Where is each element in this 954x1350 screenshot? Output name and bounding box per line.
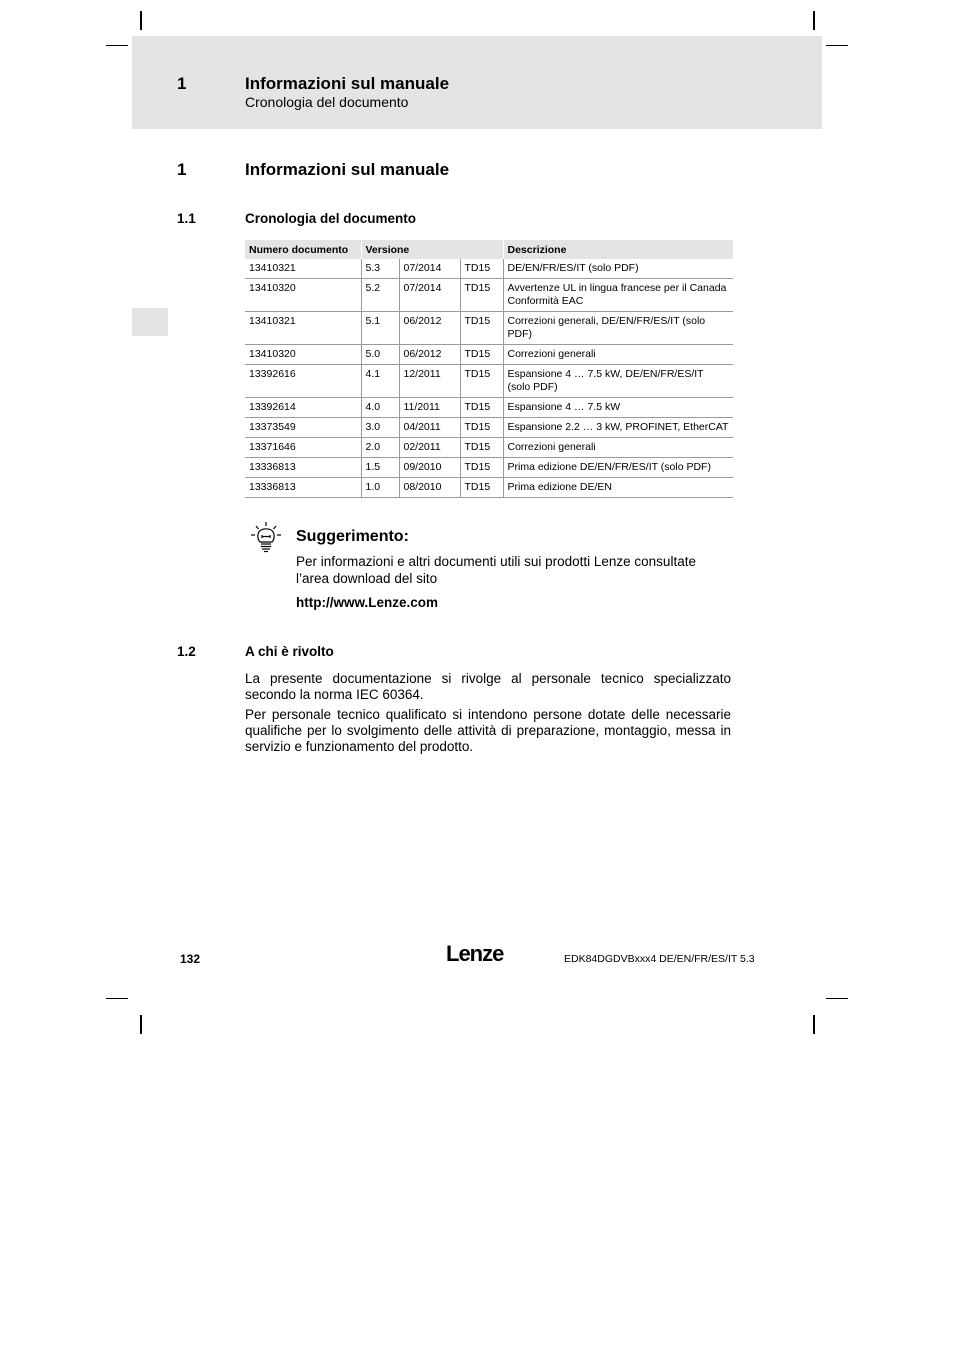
section-number: 1.1 [177, 211, 196, 226]
cell-code: TD15 [460, 478, 503, 498]
cell-date: 07/2014 [399, 279, 460, 312]
header-section-subtitle: Cronologia del documento [245, 94, 409, 110]
cell-date: 06/2012 [399, 345, 460, 365]
website-link[interactable]: http://www.Lenze.com [296, 595, 439, 610]
header-chapter-number: 1 [177, 74, 187, 93]
side-tab-marker [132, 308, 168, 336]
crop-mark [140, 11, 142, 30]
cell-doc: 13336813 [245, 478, 361, 498]
cell-ver: 5.3 [361, 259, 399, 279]
cell-code: TD15 [460, 259, 503, 279]
lightbulb-icon [248, 520, 284, 556]
crop-mark [813, 11, 815, 30]
cell-ver: 1.5 [361, 458, 399, 478]
cell-ver: 3.0 [361, 418, 399, 438]
cell-doc: 13410321 [245, 312, 361, 345]
document-reference: EDK84DGDVBxxx4 DE/EN/FR/ES/IT 5.3 [564, 953, 755, 965]
cell-desc: Avvertenze UL in lingua francese per il Canada Conformità EAC [503, 279, 733, 312]
chapter-number: 1 [177, 160, 187, 179]
cell-code: TD15 [460, 438, 503, 458]
cell-doc: 13373549 [245, 418, 361, 438]
cell-desc: Espansione 2.2 … 3 kW, PROFINET, EtherCAT [503, 418, 733, 438]
cell-date: 07/2014 [399, 259, 460, 279]
table-row [245, 398, 733, 418]
cell-date: 11/2011 [399, 398, 460, 418]
cell-code: TD15 [460, 312, 503, 345]
table-row [245, 345, 733, 365]
column-header: Numero documento [245, 240, 361, 259]
crop-mark [813, 1015, 815, 1034]
crop-mark [106, 45, 128, 46]
table-row [245, 438, 733, 458]
crop-mark [140, 1015, 142, 1034]
tip-title: Suggerimento: [296, 528, 409, 545]
cell-ver: 4.0 [361, 398, 399, 418]
cell-date: 08/2010 [399, 478, 460, 498]
cell-doc: 13410320 [245, 279, 361, 312]
page-number: 132 [180, 952, 201, 966]
cell-doc: 13336813 [245, 458, 361, 478]
cell-date: 09/2010 [399, 458, 460, 478]
cell-ver: 5.2 [361, 279, 399, 312]
cell-date: 02/2011 [399, 438, 460, 458]
section-title: A chi è rivolto [245, 644, 334, 659]
page-header [132, 36, 822, 129]
section-number: 1.2 [177, 644, 196, 659]
cell-desc: Prima edizione DE/EN [503, 478, 733, 498]
cell-doc: 13410320 [245, 345, 361, 365]
cell-code: TD15 [460, 345, 503, 365]
cell-ver: 5.0 [361, 345, 399, 365]
table-row [245, 365, 733, 398]
cell-code: TD15 [460, 279, 503, 312]
header-chapter-title: Informazioni sul manuale [245, 74, 450, 93]
cell-code: TD15 [460, 458, 503, 478]
table-row [245, 259, 733, 279]
revision-history-table [245, 240, 733, 498]
crop-mark [106, 998, 128, 999]
cell-ver: 2.0 [361, 438, 399, 458]
cell-code: TD15 [460, 365, 503, 398]
cell-ver: 5.1 [361, 312, 399, 345]
cell-date: 12/2011 [399, 365, 460, 398]
cell-ver: 1.0 [361, 478, 399, 498]
cell-date: 04/2011 [399, 418, 460, 438]
cell-desc: DE/EN/FR/ES/IT (solo PDF) [503, 259, 733, 279]
cell-desc: Espansione 4 … 7.5 kW, DE/EN/FR/ES/IT (solo PDF) [503, 365, 733, 398]
cell-doc: 13392616 [245, 365, 361, 398]
lenze-logo: Lenze [446, 941, 504, 966]
cell-ver: 4.1 [361, 365, 399, 398]
table-row [245, 478, 733, 498]
cell-doc: 13371646 [245, 438, 361, 458]
crop-mark [826, 45, 848, 46]
table-row [245, 312, 733, 345]
cell-code: TD15 [460, 398, 503, 418]
cell-doc: 13410321 [245, 259, 361, 279]
table-header-row [245, 240, 733, 259]
cell-code: TD15 [460, 418, 503, 438]
cell-desc: Correzioni generali [503, 345, 733, 365]
crop-mark [826, 998, 848, 999]
cell-desc: Correzioni generali, DE/EN/FR/ES/IT (solo PDF) [503, 312, 733, 345]
column-header: Versione [361, 240, 503, 259]
cell-desc: Correzioni generali [503, 438, 733, 458]
column-header: Descrizione [503, 240, 733, 259]
table-row [245, 458, 733, 478]
section-title: Cronologia del documento [245, 211, 416, 226]
table-row [245, 418, 733, 438]
cell-desc: Prima edizione DE/EN/FR/ES/IT (solo PDF) [503, 458, 733, 478]
table-row [245, 279, 733, 312]
tip-text: Per informazioni e altri documenti utili sui prodotti Lenze consultate l’area download del sito [296, 554, 696, 586]
chapter-title: Informazioni sul manuale [245, 160, 450, 179]
cell-date: 06/2012 [399, 312, 460, 345]
paragraph: La presente documentazione si rivolge al personale tecnico specializzato secondo la norma IEC 60364. [245, 671, 731, 702]
paragraph: Per personale tecnico qualificato si intendono persone dotate delle necessarie qualifiche per lo svolgimento delle attività di preparazione, montaggio, messa in servizio e funzionamento del prodotto. [245, 707, 731, 754]
cell-doc: 13392614 [245, 398, 361, 418]
cell-desc: Espansione 4 … 7.5 kW [503, 398, 733, 418]
